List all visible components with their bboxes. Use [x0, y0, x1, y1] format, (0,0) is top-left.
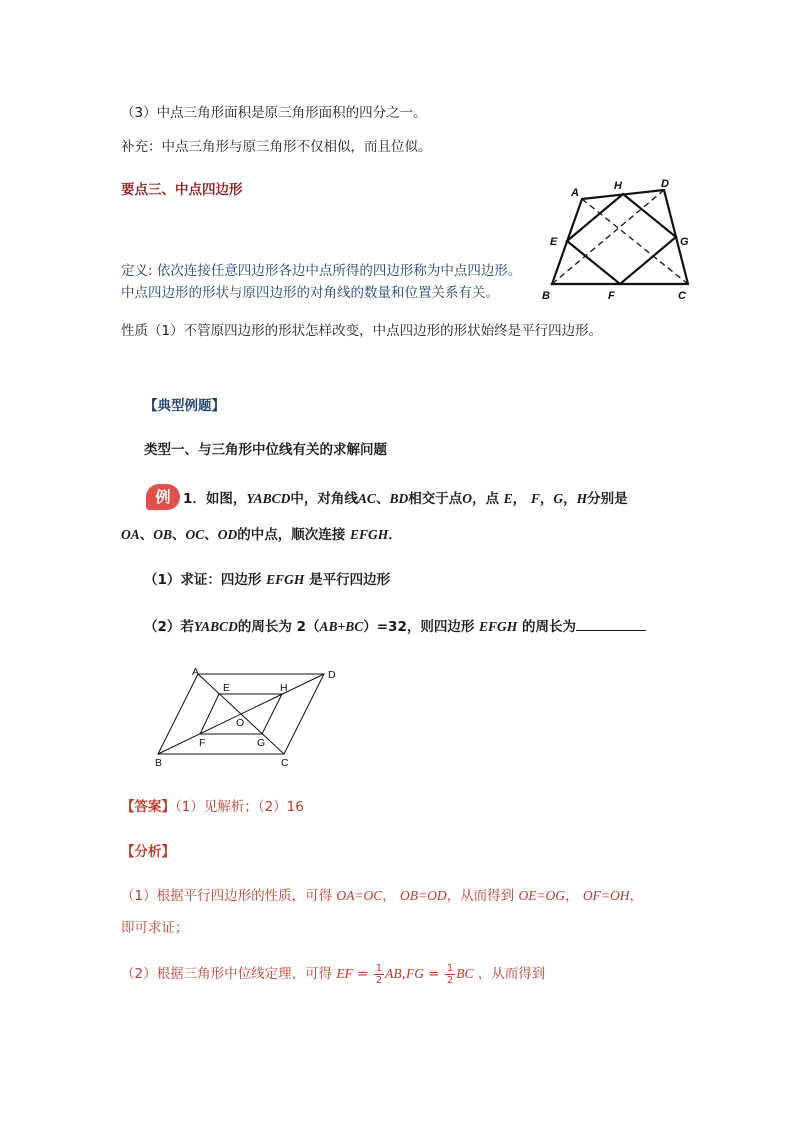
label-F: F [199, 737, 206, 749]
label-D: D [328, 669, 336, 681]
example-1-line-1: 1．如图，YABCD中，对角线AC、BD相交于点O，点 E， F，G，H分别是 [183, 491, 628, 507]
text-definition: 定义: 依次连接任意四边形各边中点所得的四边形称为中点四边形。 [121, 263, 522, 279]
text-property: 性质（1）不管原四边形的形状怎样改变，中点四边形的形状始终是平行四边形。 [121, 323, 603, 339]
label-D: D [661, 178, 669, 190]
heading-typical-examples: 【典型例题】 [144, 398, 225, 414]
diagonal-bd [158, 674, 324, 754]
label-G: G [680, 236, 689, 248]
text-definition-2: 中点四边形的形状与原四边形的对角线的数量和位置关系有关。 [121, 285, 499, 301]
analysis-step-2: （2）根据三角形中位线定理，可得 EF = $\frac{1}{2}$ AB,FG = $\frac{1}{2}$ BC ，从而得到 [121, 962, 546, 986]
label-G: G [257, 737, 266, 749]
analysis-step-1: （1）根据平行四边形的性质，可得 OA=OC， OB=OD，从而得到 OE=OG， OF=OH， [121, 888, 643, 904]
inner-quadrilateral [567, 194, 676, 284]
label-C: C [281, 757, 289, 769]
example-badge: 例 [146, 484, 180, 510]
answer-text: （1）见解析；（2）16 [175, 799, 304, 815]
label-B: B [542, 290, 550, 302]
example-1-line-2: OA、OB、OC、OD的中点，顺次连接 EFGH． [121, 527, 402, 543]
text-midpoint-triangle-area: （3）中点三角形面积是原三角形面积的四分之一。 [121, 105, 427, 121]
analysis-label: 【分析】 [121, 844, 175, 860]
label-E: E [223, 682, 231, 694]
fraction-one-half: $\frac{1}{2}$ [375, 962, 383, 986]
label-F: F [608, 290, 615, 302]
section-title-midpoint-quadrilateral: 要点三、中点四边形 [121, 182, 243, 198]
heading-type-one: 类型一、与三角形中位线有关的求解问题 [144, 442, 387, 458]
figure-parallelogram [150, 662, 350, 770]
text-supplement: 补充：中点三角形与原三角形不仅相似，而且位似。 [121, 139, 432, 155]
figure-midpoint-quadrilateral [538, 176, 698, 304]
label-A: A [571, 187, 579, 199]
label-C: C [678, 290, 686, 302]
label-O: O [236, 717, 245, 729]
question-1: （1）求证：四边形 EFGH 是平行四边形 [144, 572, 391, 588]
fraction-one-half-2: $\frac{1}{2}$ [446, 962, 454, 986]
answer-label: 【答案】 [121, 799, 175, 815]
label-H: H [614, 180, 622, 192]
label-A: A [192, 666, 200, 678]
answer-blank [576, 616, 646, 631]
analysis-step-1-cont: 即可求证； [121, 920, 189, 936]
label-E: E [550, 236, 558, 248]
question-2: （2）若YABCD的周长为 2（AB+BC）=32，则四边形 EFGH 的周长为 [144, 616, 646, 636]
answer [121, 798, 304, 816]
label-B: B [155, 757, 163, 769]
label-H: H [280, 682, 288, 694]
